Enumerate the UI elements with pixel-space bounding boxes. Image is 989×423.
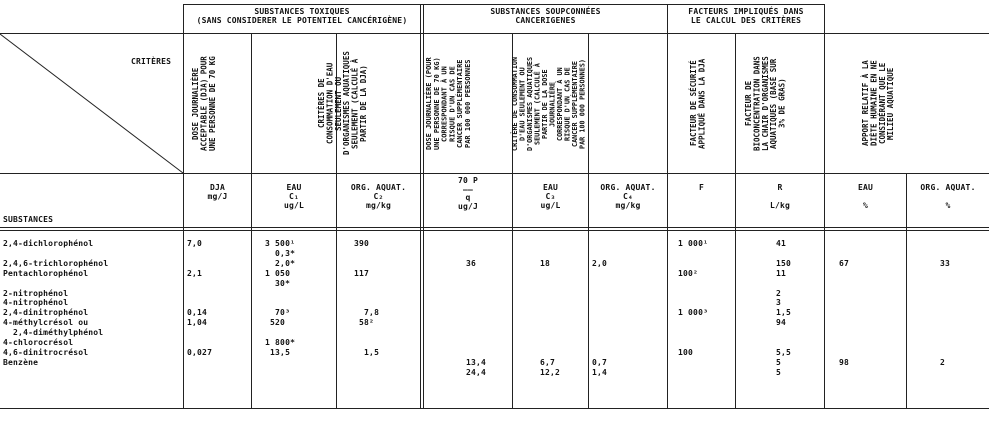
col-dose: 36 13,4 24,4 — [466, 258, 487, 377]
header-dose-cancer: DOSE JOURNALIÈRE (POUR UNE PERSONNE DE 70 KG) CORRESPONDANT À UN RISQUE D'UN CAS DE CANCER SUPPLÉMENTAIRE PAR 100 000 PERSONNES — [425, 57, 472, 151]
header-criteria-toxic: CRITÈRES DE CONSOMMATION D'EAU SEULEMENT OU D'ORGANISMES AQUATIQUES SEULEMENT (CALCULÉ À PARTIR DE LA DJA) — [317, 51, 369, 156]
group-toxic: SUBSTANCES TOXIQUES (SANS CONSIDERER LE POTENTIEL CANCÉRIGÈNE) — [196, 7, 408, 25]
col-r: 41 150 11 2 3 1,5 94 5,5 5 5 — [776, 239, 792, 377]
vline-b — [251, 33, 252, 408]
rule-header-bottom-2 — [0, 230, 989, 231]
header-relative-intake: APPORT RELATIF À LA DIÈTE HUMAINE EN NE CONSIDÉRANT QUE LE MILIEU AQUATIQUE — [861, 60, 896, 147]
col-org-c4: 2,0 0,7 1,4 — [592, 258, 608, 377]
unit-f: F — [698, 183, 705, 192]
col-dja: 7,0 2,1 0,14 1,04 0,027 — [187, 239, 213, 357]
col-org-c2: 390 117 7,8 58² 1,5 — [354, 239, 380, 357]
unit-org-pct: ORG. AQUAT. % — [920, 183, 976, 210]
col-eau-c1: 3 500¹ 0,3* 2,0* 1 050 30* 70³ 520 1 800* 13,5 — [265, 239, 296, 357]
col-eau-pct: 67 98 — [839, 258, 850, 367]
unit-eau-c1: EAU C₁ ug/L — [283, 183, 305, 210]
vline-d — [420, 4, 421, 408]
rule-top — [183, 4, 824, 5]
header-safety-factor: FACTEUR DE SÉCURITÉ APPLIQUÉ DANS LA DJA — [689, 58, 707, 149]
unit-dja: DJA mg/J — [207, 183, 228, 201]
rule-table-bottom — [0, 408, 989, 409]
col-eau-c3: 18 6,7 12,2 — [540, 258, 561, 377]
unit-org-c2: ORG. AQUAT. C₂ mg/kg — [350, 183, 407, 210]
header-dja: DOSE JOURNALIÈRE ACCEPTABLE (DJA) POUR UNE PERSONNE DE 70 KG — [191, 56, 217, 151]
col-org-pct: 33 2 — [940, 258, 951, 367]
rule-header-bottom — [0, 227, 989, 228]
unit-eau-c3: EAU C₃ ug/L — [540, 183, 561, 210]
unit-eau-pct: EAU % — [857, 183, 874, 210]
group-suspected: SUBSTANCES SOUPCONNÉES CANCERIGENES — [490, 7, 601, 25]
unit-dose: 70 P —— q ug/J — [457, 176, 479, 211]
group-factors: FACTEURS IMPLIQUÉS DANS LE CALCUL DES CRITÈRES — [688, 7, 804, 25]
vline-f — [588, 33, 589, 408]
substances-label: SUBSTANCES — [3, 215, 54, 224]
unit-r: R L/kg — [769, 183, 791, 210]
vline-h — [735, 33, 736, 408]
header-criteria-cancer: CRITÈRE DE CONSOMMATION D'EAU SEULEMENT OU D'ORGANISMES AQUATIQUES SEULEMENT (CALCULÉ À PARTIR DE LA DOSE JOURNALIÈRE CORRESPONDANT À UN RISQUE D'UN CAS DE CANCER SUPPLÉMENTAIRE PAR 100 000 PERSONNES) — [511, 56, 587, 152]
criteres-label: CRITÈRES — [131, 57, 172, 66]
vline-g — [667, 4, 668, 408]
col-f: 1 000¹ 100² 1 000³ 100 — [678, 239, 709, 357]
corner-diagonal — [0, 0, 184, 174]
header-bioconcentration: FACTEUR DE BIOCONCENTRATION DANS LA CHAIR D'ORGANISMES AQUATIQUES (BASÉ SUR 3% DE GRAS) — [744, 56, 787, 151]
substance-names: 2,4-dichlorophénol 2,4,6-trichlorophénol Pentachlorophénol 2-nitrophénol 4-nitrophénol 2,4-dinitrophénol 4-méthylcrésol ou 2,4-diméthylphénol 4-chlorocrésol 4,6-dinitrocrésol Benzène — [3, 239, 109, 367]
unit-org-c4: ORG. AQUAT. C₄ mg/kg — [600, 183, 656, 210]
